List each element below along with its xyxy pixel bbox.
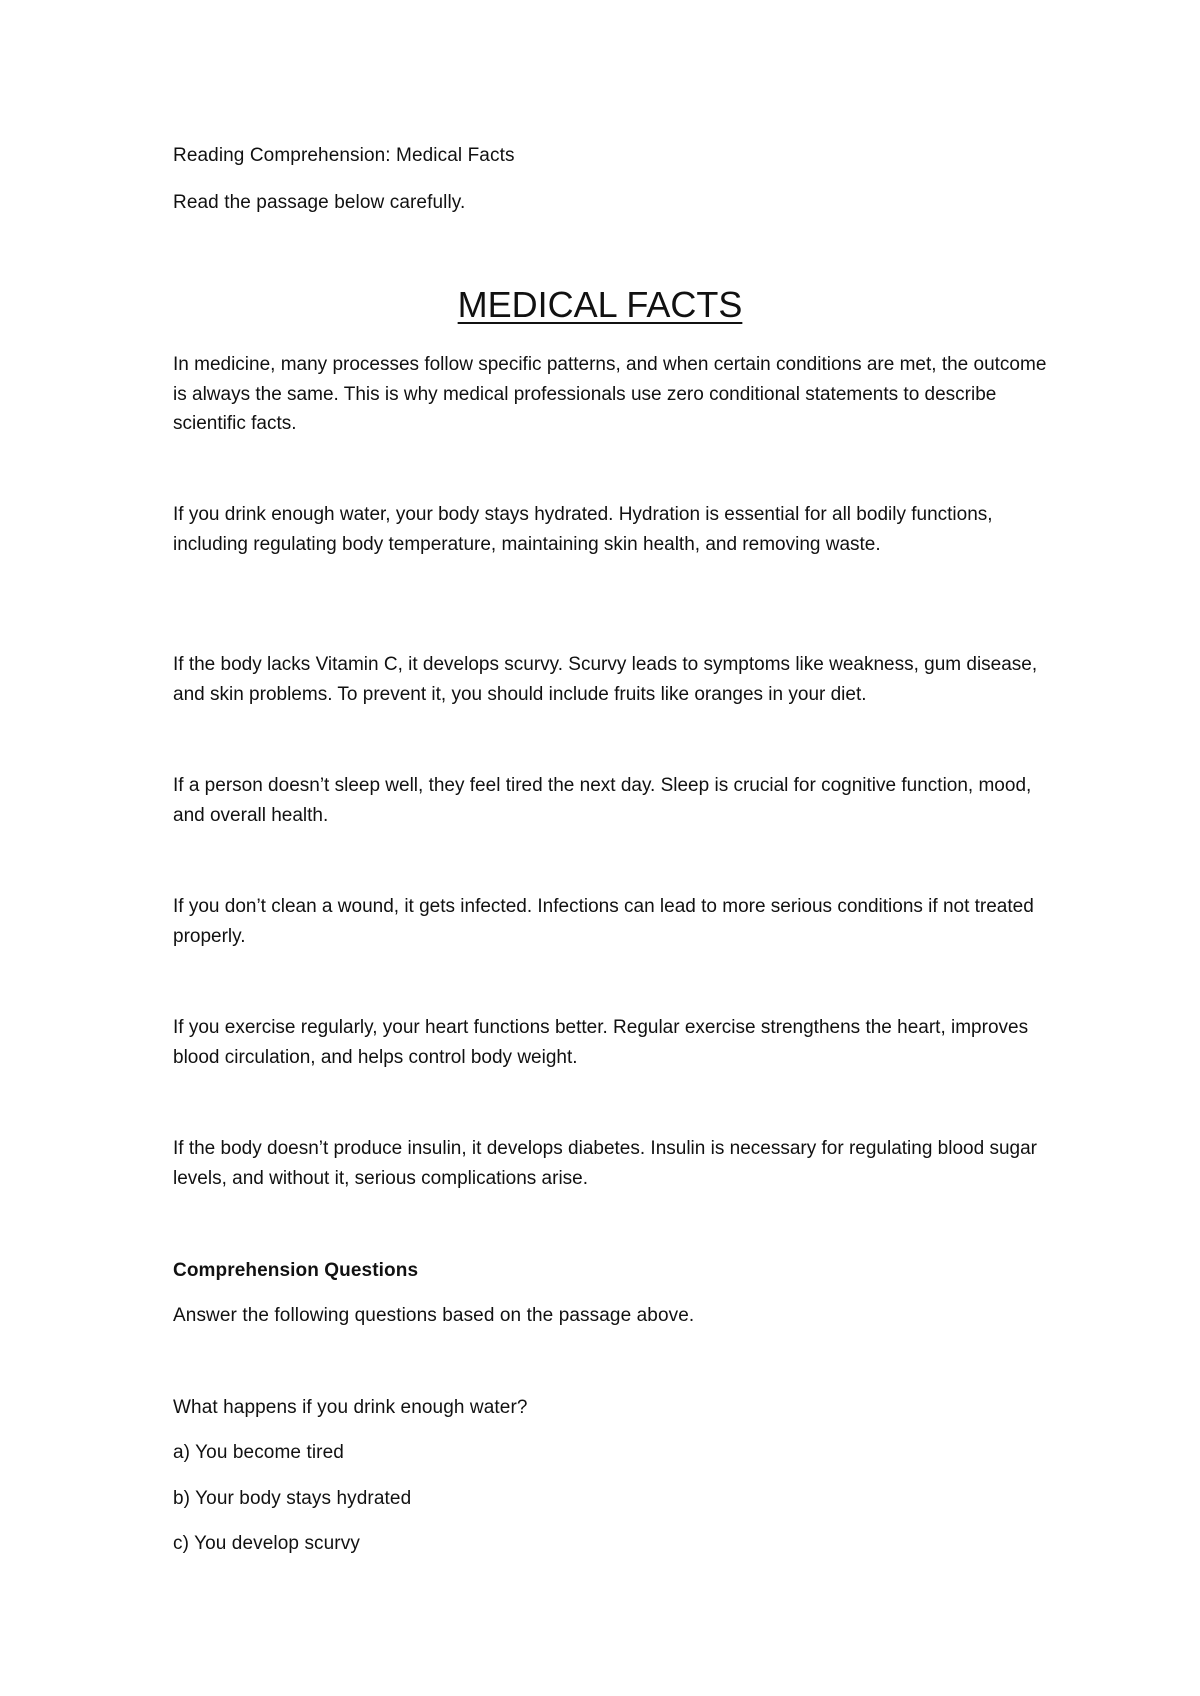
question-text: What happens if you drink enough water? bbox=[173, 1397, 528, 1418]
paragraph-insulin: If the body doesn’t produce insulin, it develops diabetes. Insulin is necessary for regulating blood sugar levels, and without it, serious complications arise. bbox=[173, 1138, 1037, 1189]
answer-option-c: c) You develop scurvy bbox=[173, 1533, 360, 1554]
answer-option-a: a) You become tired bbox=[173, 1442, 344, 1463]
page-title: MEDICAL FACTS bbox=[457, 284, 743, 325]
intro-paragraph: In medicine, many processes follow specific patterns, and when certain conditions are met, the outcome is always the same. This is why medical professionals use zero conditional statements to describe scientific facts. bbox=[173, 354, 1047, 434]
reading-instruction: Read the passage below carefully. bbox=[173, 192, 466, 213]
paragraph-hydration: If you drink enough water, your body stays hydrated. Hydration is essential for all bodily functions, including regulating body temperature, maintaining skin health, and removing waste. bbox=[173, 504, 993, 555]
paragraph-wound: If you don’t clean a wound, it gets infected. Infections can lead to more serious conditions if not treated properly. bbox=[173, 896, 1034, 947]
document-label: Reading Comprehension: Medical Facts bbox=[173, 145, 515, 166]
answer-option-b: b) Your body stays hydrated bbox=[173, 1488, 412, 1509]
paragraph-sleep: If a person doesn’t sleep well, they feel tired the next day. Sleep is crucial for cognitive function, mood, and overall health. bbox=[173, 775, 1032, 826]
questions-instruction: Answer the following questions based on the passage above. bbox=[173, 1305, 695, 1326]
paragraph-vitamin-c: If the body lacks Vitamin C, it develops scurvy. Scurvy leads to symptoms like weakness, gum disease, and skin problems. To prevent it, you should include fruits like oranges in your diet. bbox=[173, 654, 1038, 705]
questions-heading: Comprehension Questions bbox=[173, 1260, 419, 1281]
paragraph-exercise: If you exercise regularly, your heart functions better. Regular exercise strengthens the heart, improves blood circulation, and helps control body weight. bbox=[173, 1017, 1029, 1068]
